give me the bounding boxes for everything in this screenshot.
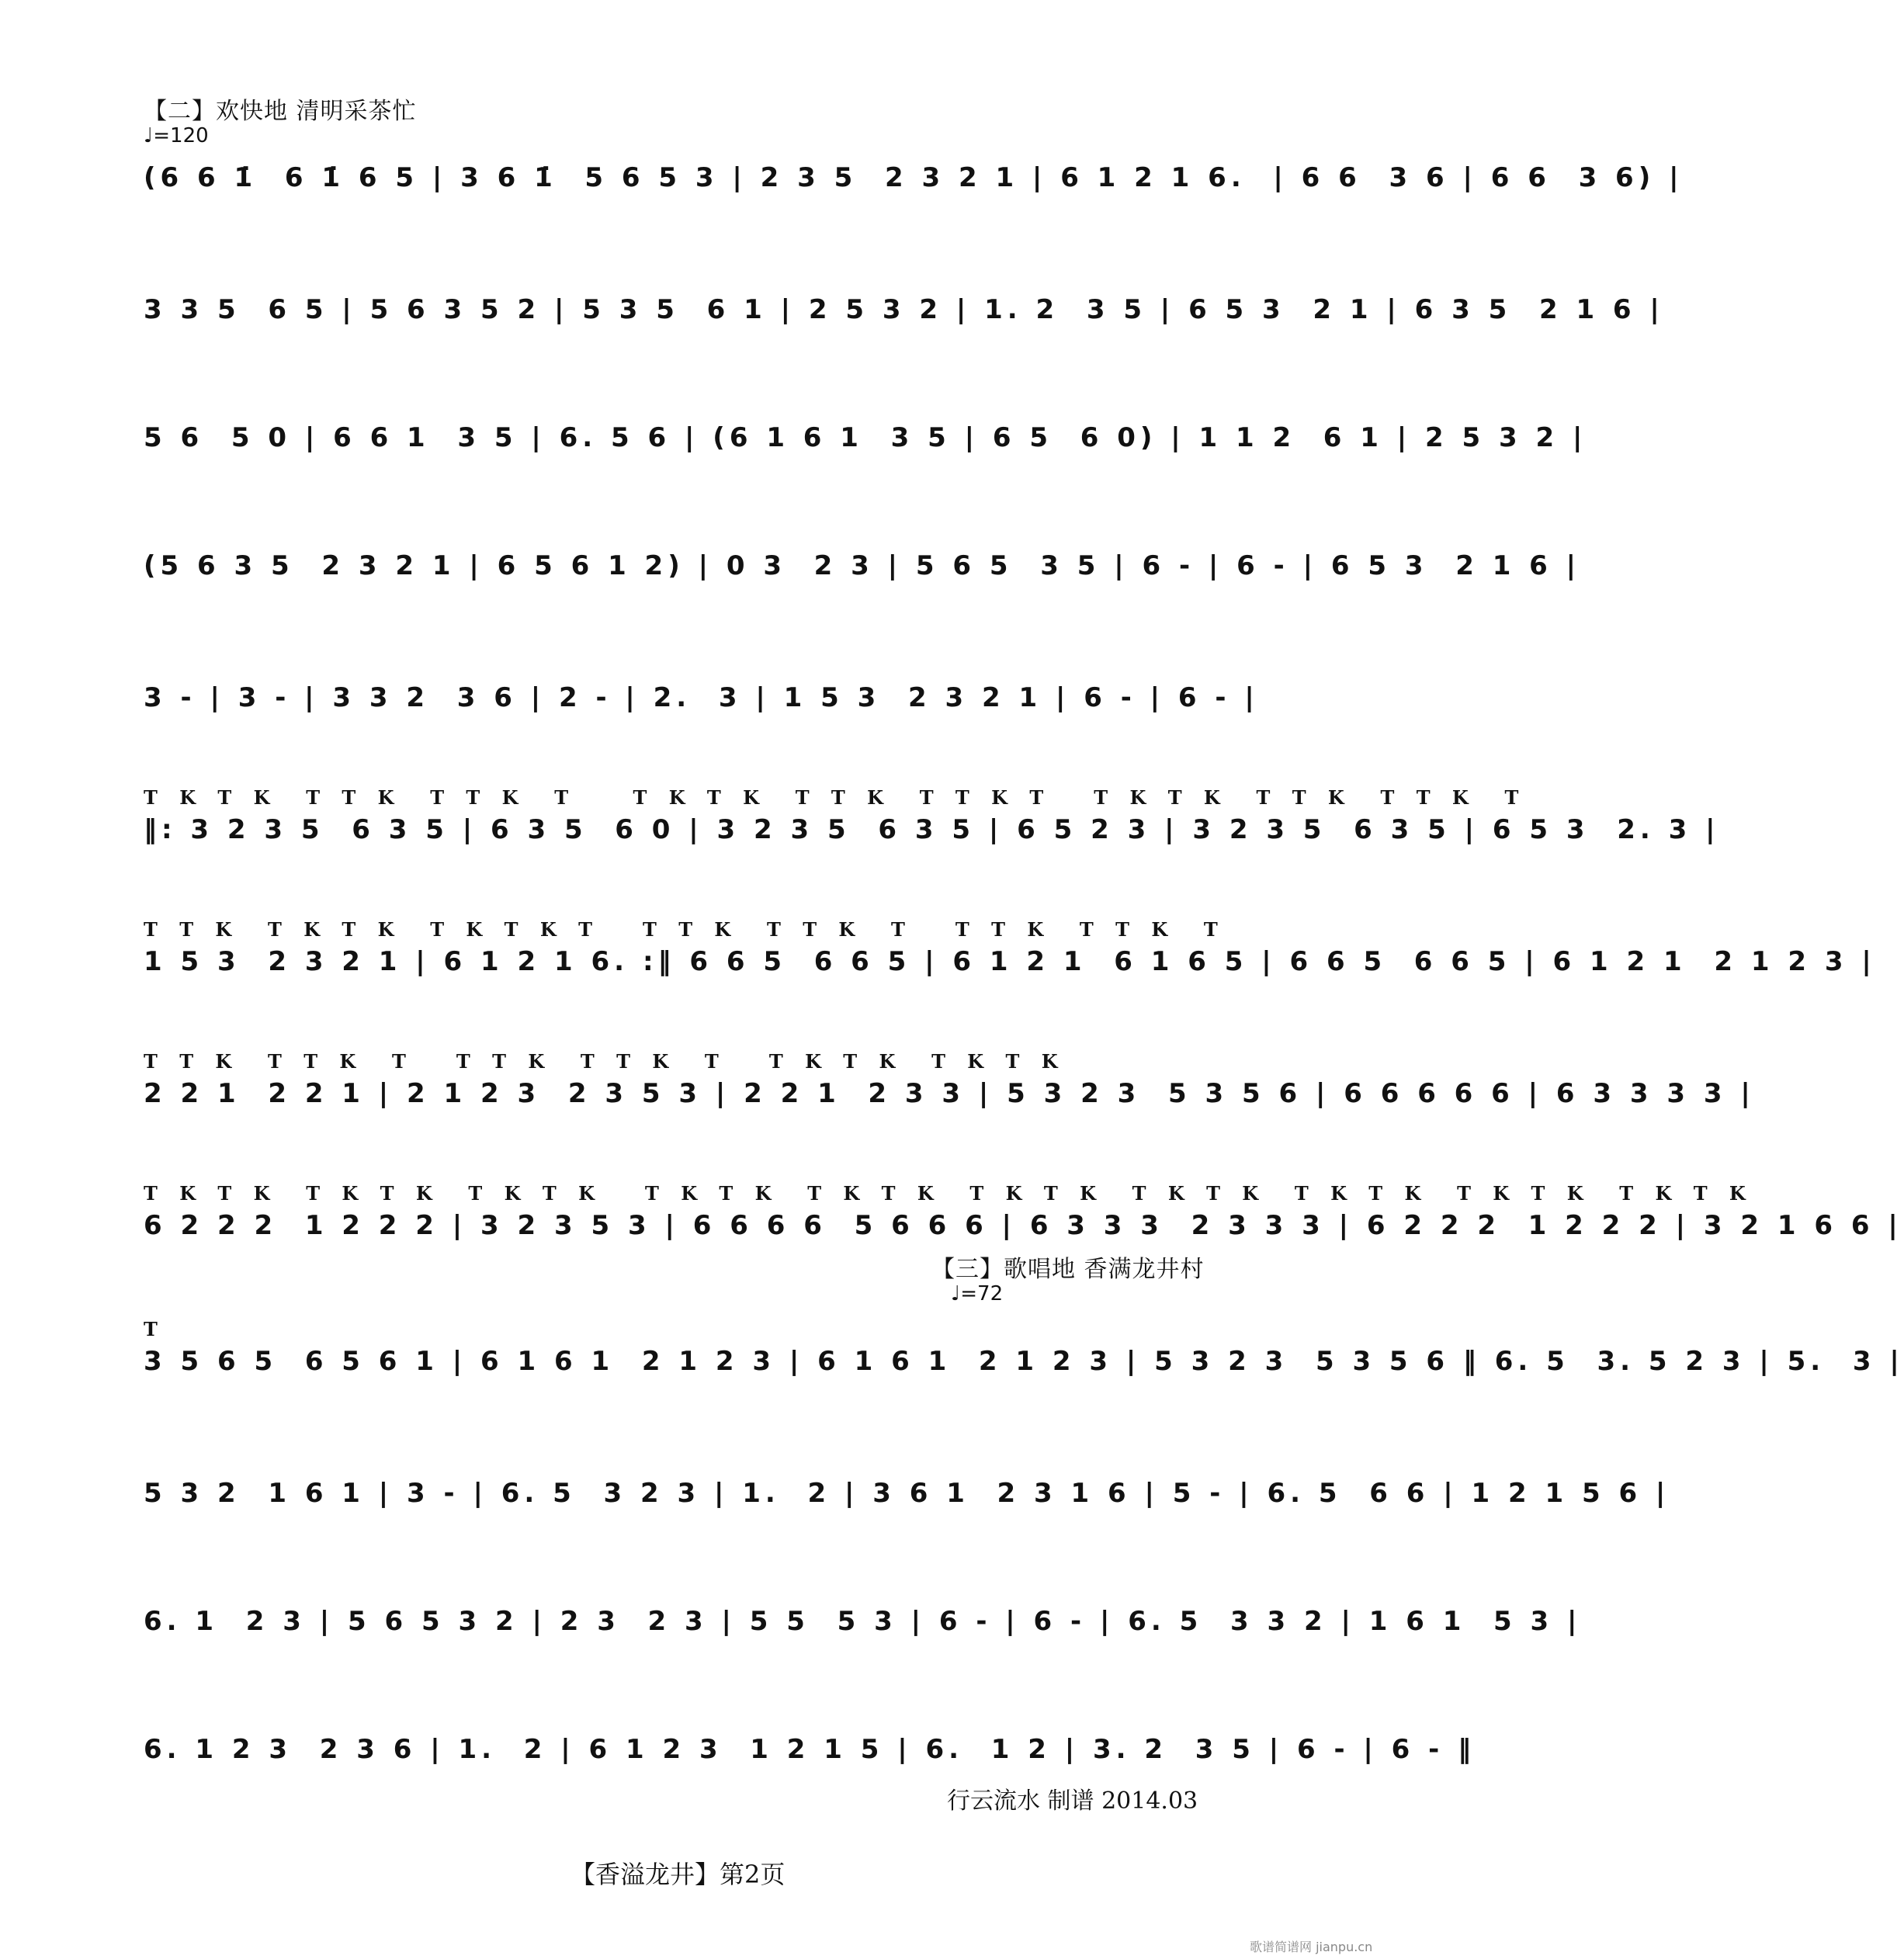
staff-system-6 [144,786,1720,846]
arranger-credit: 行云流水 制谱 2014.03 [947,1787,1198,1815]
notation-line: (6 6 1̇ 6 1̇ 6 5 | 3 6 1̇ 5 6 5 3 | 2 3 5 2 3 2 1 | 6 1 2 1 6. | 6 6 3 6 | 6 6 3 6) | [144,162,1684,193]
staff-system-8 [144,1050,1755,1110]
notation-line: 6. 1 2 3 | 5 6 5 3 2 | 2 3 2 3 | 5 5 5 3 | 6 - | 6 - | 6. 5 3 3 2 | 1 6 1 5 3 | [144,1606,1582,1637]
articulation-line: T K T K T T K T T K T T K T K T T K T T K T T K T K T T K T T K T [144,786,1527,809]
tempo-mark-2: ♩=120 [144,124,209,147]
notation-line: (5 6 3 5 2 3 2 1 | 6 5 6 1 2) | 0 3 2 3 | 5 6 5 3 5 | 6 - | 6 - | 6 5 3 2 1 6 | [144,550,1581,581]
staff-system-9 [144,1182,1902,1242]
articulation-line: T [144,1318,165,1340]
staff-system-7 [144,918,1876,978]
page-footer: 【香溢龙井】第2页 [571,1860,786,1889]
section-title-3: 【三】歌唱地 香满龙井村 [931,1256,1205,1283]
notation-line: 3 - | 3 - | 3 3 2 3 6 | 2 - | 2. 3 | 1 5 3 2 3 2 1 | 6 - | 6 - | [144,682,1259,713]
watermark: 歌谱简谱网 jianpu.cn [1250,1940,1373,1954]
staff-system-2 [144,279,1664,326]
staff-system-3 [144,407,1587,454]
notation-line: 3 5 6 5 6 5 6 1 | 6 1 6 1 2 1 2 3 | 6 1 6 1 2 1 2 3 | 5 3 2 3 5 3 5 6 ‖ 6. 5 3. 5 2 3 | 5. 3 | [144,1346,1904,1377]
tempo-mark-3: ♩=72 [951,1282,1004,1305]
staff-system-5 [144,667,1259,714]
notation-line: 5 3 2 1 6 1 | 3 - | 6. 5 3 2 3 | 1. 2 | 3 6 1 2 3 1 6 | 5 - | 6. 5 6 6 | 1 2 1 5 6 | [144,1478,1670,1509]
notation-line: 6. 1 2 3 2 3 6 | 1. 2 | 6 1 2 3 1 2 1 5 | 6. 1 2 | 3. 2 3 5 | 6 - | 6 - ‖ [144,1734,1476,1765]
staff-system-10 [144,1318,1904,1378]
notation-line: 5 6 5 0 | 6 6 1 3 5 | 6. 5 6 | (6 1 6 1 3 5 | 6 5 6 0) | 1 1 2 6 1 | 2 5 3 2 | [144,422,1587,453]
staff-system-13 [144,1719,1476,1766]
staff-system-11 [144,1463,1670,1510]
staff-system-12 [144,1591,1582,1638]
section-title-2: 【二】欢快地 清明采茶忙 [144,98,417,125]
articulation-line: T K T K T K T K T K T K T K T K T K T K T K T K T K T K T K T K T K T K T K T K [144,1182,1753,1205]
articulation-line: T T K T K T K T K T K T T T K T T K T T T K T T K T [144,918,1226,941]
notation-line: 2 2 1 2 2 1 | 2 1 2 3 2 3 5 3 | 2 2 1 2 3 3 | 5 3 2 3 5 3 5 6 | 6 6 6 6 6 | 6 3 3 3 3 | [144,1078,1755,1109]
staff-system-1 [144,147,1684,194]
notation-line: 6 2 2 2 1 2 2 2 | 3 2 3 5 3 | 6 6 6 6 5 6 6 6 | 6 3 3 3 2 3 3 3 | 6 2 2 2 1 2 2 2 | 3 2 1 6 6 | [144,1210,1902,1241]
notation-line: 1 5 3 2 3 2 1 | 6 1 2 1 6. :‖ 6 6 5 6 6 5 | 6 1 2 1 6 1 6 5 | 6 6 5 6 6 5 | 6 1 2 1 2 1 2 3 | [144,946,1876,977]
articulation-line: T T K T T K T T T K T T K T T K T K T K T K [144,1050,1066,1073]
notation-line: 3 3 5 6 5 | 5 6 3 5 2 | 5 3 5 6 1 | 2 5 3 2 | 1. 2 3 5 | 6 5 3 2 1 | 6 3 5 2 1 6 | [144,294,1664,325]
notation-line: ‖: 3 2 3 5 6 3 5 | 6 3 5 6 0 | 3 2 3 5 6 3 5 | 6 5 2 3 | 3 2 3 5 6 3 5 | 6 5 3 2. 3 | [144,814,1720,845]
staff-system-4 [144,536,1581,582]
